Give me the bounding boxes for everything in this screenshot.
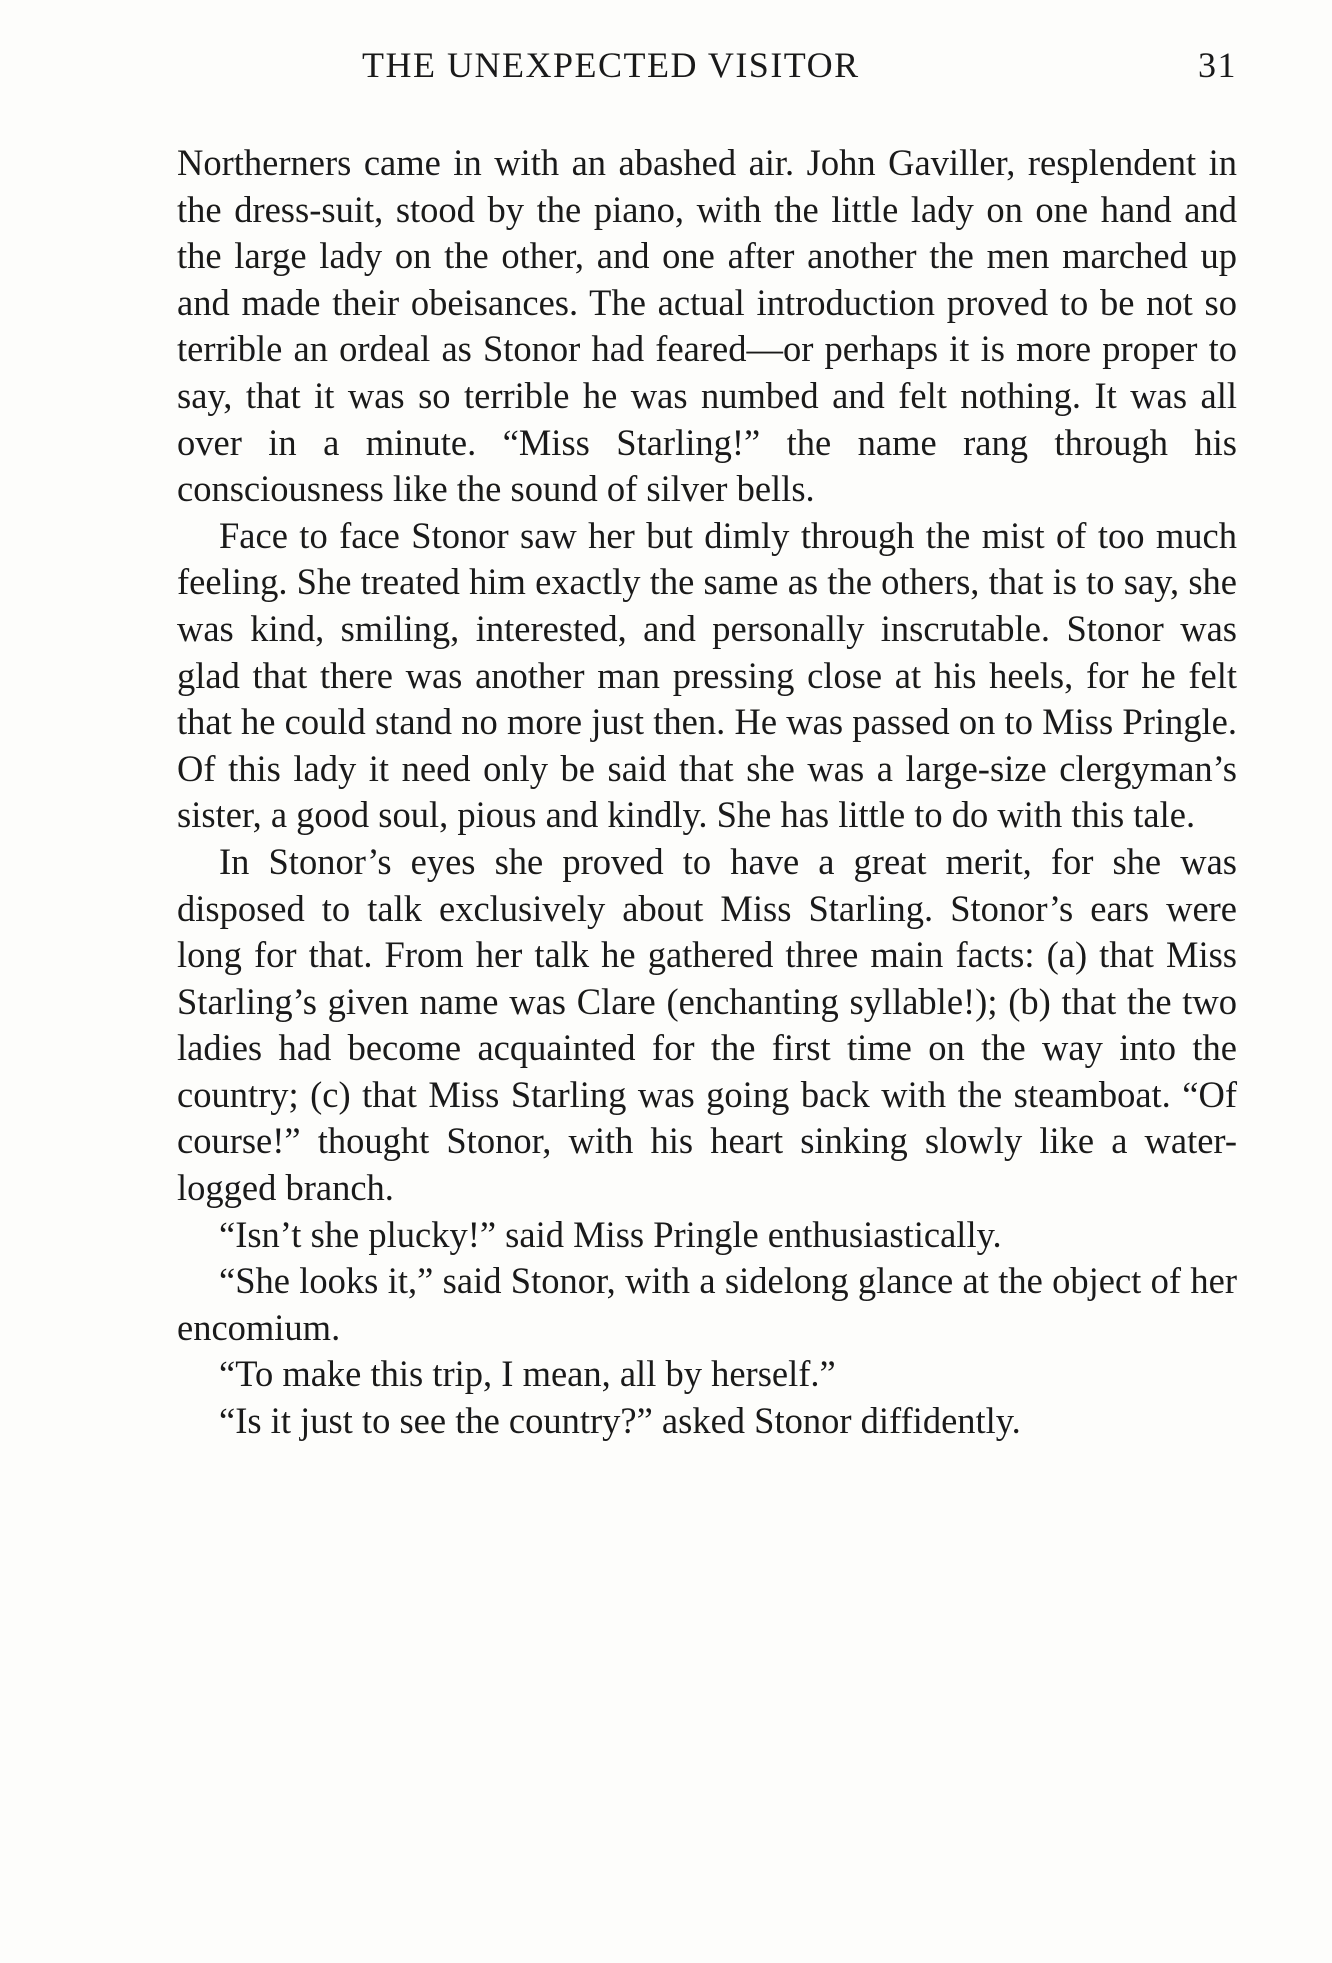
running-head (177, 40, 1237, 100)
paragraph: In Stonor’s eyes she proved to have a great merit, for she was disposed to talk exclusively about Miss Starling. Stonor’s ears were long for that. From her talk he gathered three main facts: (a) that Miss Starling’s given name was Clare (enchanting syllable!); (b) that the two ladies had become acquainted for the first time on the way into the country; (c) that Miss Starling was going back with the steamboat. “Of course!” thought Stonor, with his heart sinking slowly like a water-logged branch. (177, 840, 1237, 1209)
running-title: THE UNEXPECTED VISITOR (362, 45, 860, 85)
paragraph: “To make this trip, I mean, all by herself.” (219, 1353, 836, 1395)
paragraph: Northerners came in with an abashed air. John Gaviller, resplendent in the dress-suit, stood by the piano, with the little lady on one hand and the large lady on the other, and one after another the men marched up and made their obeisances. The actual introduction proved to be not so terrible an ordeal as Stonor had feared—or perhaps it is more proper to say, that it was so terrible he was numbed and felt nothing. It was all over in a minute. “Miss Starling!” the name rang through his consciousness like the sound of silver bells. (177, 142, 1237, 510)
paragraph: “She looks it,” said Stonor, with a sidelong glance at the object of her encomium. (177, 1260, 1237, 1348)
paragraph: “Isn’t she plucky!” said Miss Pringle enthusiastically. (219, 1213, 1002, 1255)
paragraph: Face to face Stonor saw her but dimly through the mist of too much feeling. She treated him exactly the same as the others, that is to say, she was kind, smiling, interested, and personally inscrutable. Stonor was glad that there was another man pressing close at his heels, for he felt that he could stand no more just then. He was passed on to Miss Pringle. Of this lady it need only be said that she was a large-size clergyman’s sister, a good soul, pious and kindly. She has little to do with this tale. (177, 514, 1237, 836)
body-text (177, 140, 1237, 1445)
page-number: 31 (1198, 45, 1237, 85)
paragraph: “Is it just to see the country?” asked Stonor diffidently. (219, 1400, 1021, 1442)
book-page (177, 40, 1237, 1445)
